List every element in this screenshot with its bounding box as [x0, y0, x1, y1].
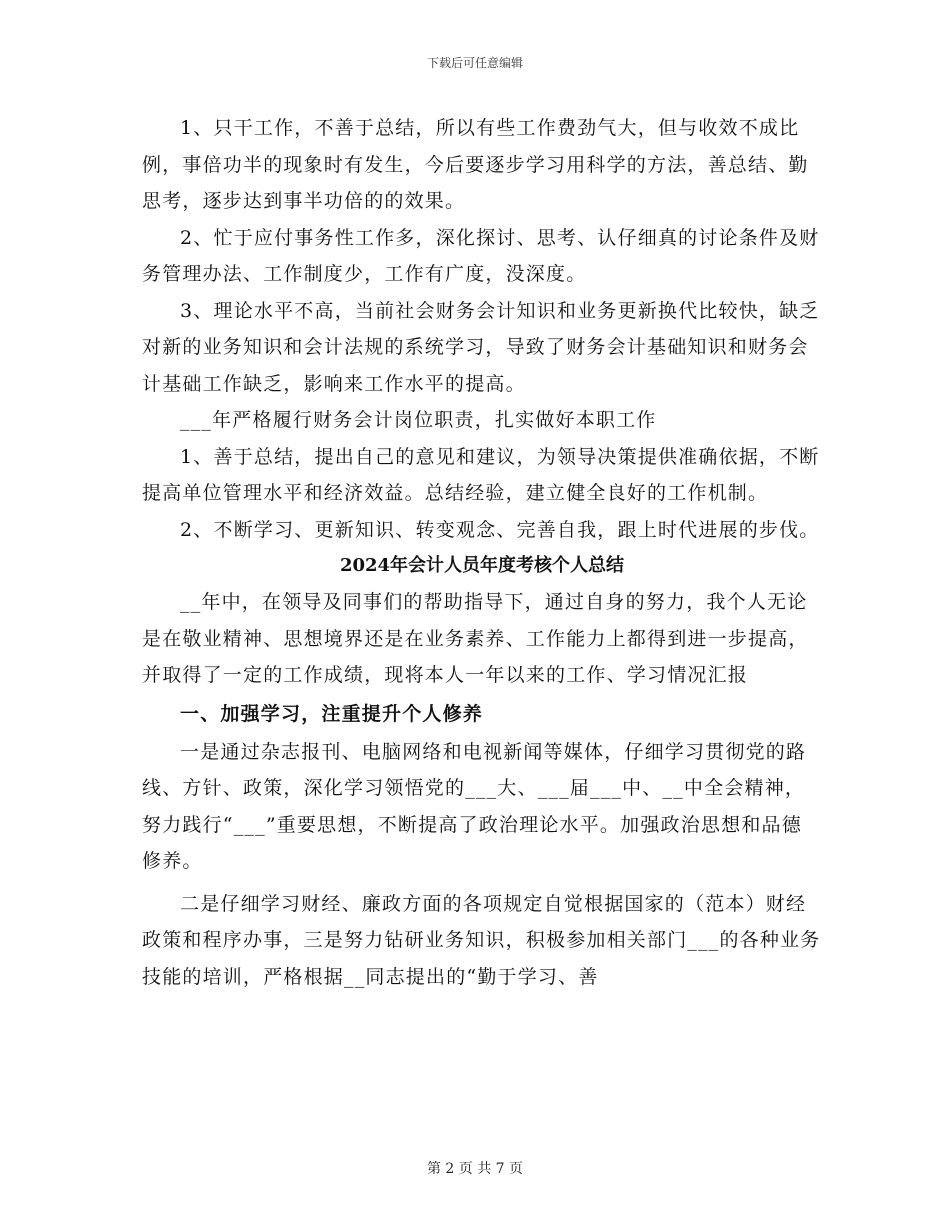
intro-paragraph: __年中，在领导及同事们的帮助指导下，通过自身的努力，我个人无论是在敬业精神、思想境界还是在业务素养、工作能力上都得到进一步提高，并取得了一定的工作成绩，现将本人一年以来的工作、学习情况汇报	[142, 591, 809, 686]
body-paragraph: 2、忙于应付事务性工作多，深化探讨、思考、认仔细真的讨论条件及财务管理办法、工作制度少，工作有广度，没深度。	[142, 226, 820, 285]
document-body	[142, 110, 822, 995]
page-footer: 第 2 页 共 7 页	[426, 1161, 524, 1177]
body-paragraph: 3、理论水平不高，当前社会财务会计知识和业务更新换代比较快，缺乏对新的业务知识和会计法规的系统学习，导致了财务会计基础知识和财务会计基础工作缺乏，影响来工作水平的提高。	[142, 299, 820, 395]
document-title: 2024年会计人员年度考核个人总结	[339, 555, 625, 576]
body-paragraph: 2、不断学习、更新知识、转变观念、完善自我，跟上时代进展的步伐。	[180, 518, 820, 541]
body-paragraph: 1、只干工作，不善于总结，所以有些工作费劲气大，但与收效不成比例，事倍功半的现象时有发生，今后要逐步学习用科学的方法，善总结、勤思考，逐步达到事半功倍的的效果。	[142, 117, 809, 212]
body-paragraph: 二是仔细学习财经、廉政方面的各项规定自觉根据国家的（范本）财经政策和程序办事，三是努力钻研业务知识，积极参加相关部门___的各种业务技能的培训，严格根据__同志提出的“勤于学习、善	[142, 892, 821, 988]
body-paragraph: 1、善于总结，提出自己的意见和建议，为领导决策提供准确依据，不断提高单位管理水平和经济效益。总结经验，建立健全良好的工作机制。	[142, 445, 820, 504]
body-paragraph: 一是通过杂志报刊、电脑网络和电视新闻等媒体，仔细学习贯彻党的路线、方针、政策，深化学习领悟党的___大、___届___中、__中全会精神，努力践行“___”重要思想，不断提高了政治理论水平。加强政治思想和品德修养。	[142, 740, 807, 872]
page-header: 下载后可任意编辑	[426, 56, 523, 70]
section-heading: 一、加强学习，注重提升个人修养	[180, 702, 484, 725]
body-paragraph: ___年严格履行财务会计岗位职责，扎实做好本职工作	[180, 409, 657, 431]
